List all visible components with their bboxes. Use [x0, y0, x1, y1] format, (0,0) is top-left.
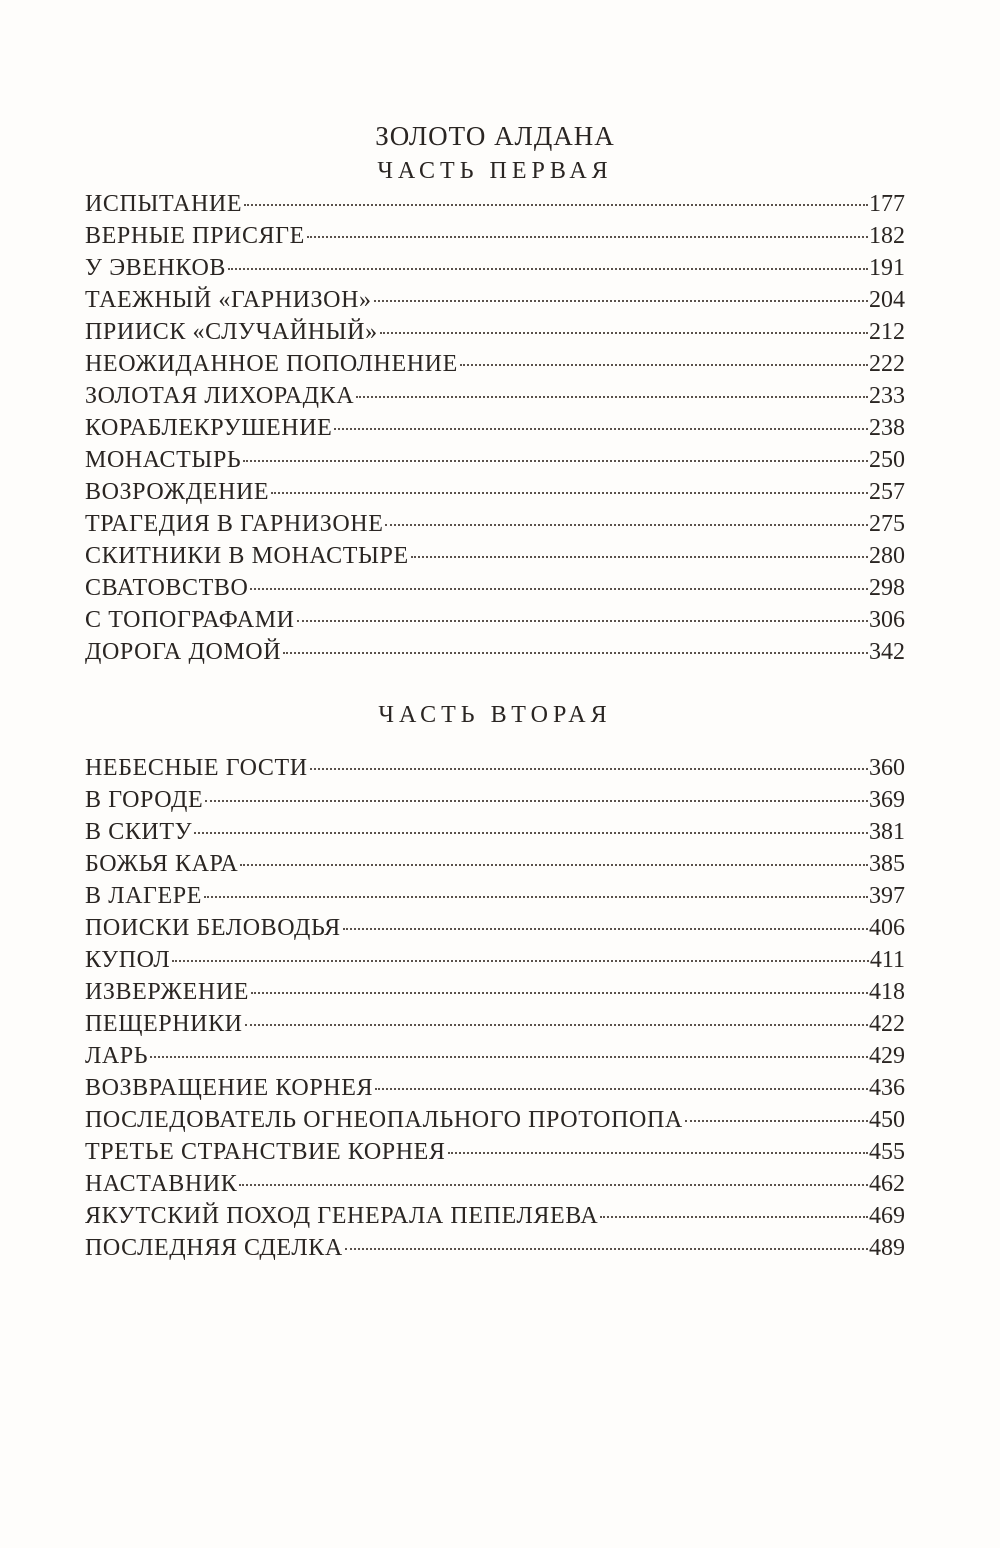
toc-entry-title: ПОИСКИ БЕЛОВОДЬЯ: [85, 915, 341, 941]
toc-entry[interactable]: [85, 412, 905, 444]
toc-entry-title: ВОЗВРАЩЕНИЕ КОРНЕЯ: [85, 1075, 374, 1101]
toc-entry[interactable]: [85, 572, 905, 604]
toc-entry[interactable]: [85, 1232, 905, 1264]
toc-entry-page-number: 469: [869, 1203, 905, 1229]
book-title: ЗОЛОТО АЛДАНА: [375, 121, 615, 151]
toc-entry-page-number: 177: [869, 191, 905, 217]
dot-leader: [245, 1024, 868, 1026]
toc-entry-title: ЯКУТСКИЙ ПОХОД ГЕНЕРАЛА ПЕПЕЛЯЕВА: [85, 1203, 599, 1229]
dot-leader: [228, 268, 868, 270]
toc-entry[interactable]: [85, 348, 905, 380]
toc-entry[interactable]: [85, 912, 905, 944]
dot-leader: [297, 620, 868, 622]
toc-entry-page-number: 450: [869, 1107, 905, 1133]
dot-leader: [343, 928, 868, 930]
toc-entry[interactable]: [85, 540, 905, 572]
toc-entry-page-number: 182: [869, 223, 905, 249]
toc-entry[interactable]: [85, 1104, 905, 1136]
toc-entry-title: КУПОЛ: [85, 947, 171, 973]
toc-entry-page-number: 360: [869, 755, 905, 781]
toc-entry-page-number: 436: [869, 1075, 905, 1101]
toc-entry-page-number: 418: [869, 979, 905, 1005]
toc-entry-page-number: 455: [869, 1139, 905, 1165]
toc-entry-title: ИЗВЕРЖЕНИЕ: [85, 979, 250, 1005]
toc-entry[interactable]: [85, 944, 905, 976]
toc-entry-title: СВАТОВСТВО: [85, 575, 249, 601]
toc-entry-title: ЗОЛОТАЯ ЛИХОРАДКА: [85, 383, 355, 409]
toc-entry[interactable]: [85, 880, 905, 912]
dot-leader: [448, 1152, 868, 1154]
toc-entry-title: ТАЕЖНЫЙ «ГАРНИЗОН»: [85, 287, 372, 313]
toc-entry[interactable]: [85, 1072, 905, 1104]
toc-entry[interactable]: [85, 1200, 905, 1232]
toc-entry[interactable]: [85, 476, 905, 508]
dot-leader: [345, 1248, 868, 1250]
dot-leader: [685, 1120, 868, 1122]
toc-entry-page-number: 238: [869, 415, 905, 441]
toc-entry[interactable]: [85, 188, 905, 220]
dot-leader: [411, 556, 868, 558]
toc-entry[interactable]: [85, 1040, 905, 1072]
toc-entry-title: ИСПЫТАНИЕ: [85, 191, 243, 217]
toc-entry-title: НЕОЖИДАННОЕ ПОПОЛНЕНИЕ: [85, 351, 458, 377]
toc-entry[interactable]: [85, 284, 905, 316]
toc-entry-page-number: 250: [869, 447, 905, 473]
toc-entry-title: В ЛАГЕРЕ: [85, 883, 202, 909]
toc-entry-title: БОЖЬЯ КАРА: [85, 851, 239, 877]
toc-entry-page-number: 342: [869, 639, 905, 665]
toc-entry-title: ТРАГЕДИЯ В ГАРНИЗОНЕ: [85, 511, 384, 537]
toc-entry-title: СКИТНИКИ В МОНАСТЫРЕ: [85, 543, 409, 569]
toc-entry[interactable]: [85, 604, 905, 636]
toc-entry-page-number: 385: [869, 851, 905, 877]
toc-entry-page-number: 222: [869, 351, 905, 377]
toc-entry[interactable]: [85, 252, 905, 284]
toc-entry-page-number: 462: [869, 1171, 905, 1197]
dot-leader: [250, 588, 868, 590]
toc-entry-page-number: 381: [869, 819, 905, 845]
toc-entry-title: ПРИИСК «СЛУЧАЙНЫЙ»: [85, 319, 378, 345]
dot-leader: [244, 204, 868, 206]
toc-entry-title: ПОСЛЕДНЯЯ СДЕЛКА: [85, 1235, 343, 1261]
dot-leader: [243, 460, 868, 462]
toc-entry[interactable]: [85, 636, 905, 668]
toc-entry[interactable]: [85, 316, 905, 348]
toc-entry-title: ТРЕТЬЕ СТРАНСТВИЕ КОРНЕЯ: [85, 1139, 446, 1165]
toc-entry[interactable]: [85, 784, 905, 816]
toc-entry-page-number: 489: [869, 1235, 905, 1261]
dot-leader: [334, 428, 868, 430]
toc-entry-page-number: 397: [869, 883, 905, 909]
toc-entry-title: У ЭВЕНКОВ: [85, 255, 226, 281]
toc-entry-page-number: 280: [869, 543, 905, 569]
toc-entry-title: МОНАСТЫРЬ: [85, 447, 242, 473]
dot-leader: [150, 1056, 868, 1058]
dot-leader: [385, 524, 868, 526]
toc-entry[interactable]: [85, 380, 905, 412]
toc-entry[interactable]: [85, 752, 905, 784]
table-of-contents: [85, 118, 905, 1264]
toc-entry[interactable]: [85, 816, 905, 848]
toc-entry[interactable]: [85, 848, 905, 880]
toc-entry-page-number: 422: [869, 1011, 905, 1037]
dot-leader: [205, 800, 868, 802]
dot-leader: [460, 364, 868, 366]
toc-entry-title: НЕБЕСНЫЕ ГОСТИ: [85, 755, 308, 781]
dot-leader: [310, 768, 868, 770]
toc-entry-title: ЛАРЬ: [85, 1043, 149, 1069]
part-one-title: ЧАСТЬ ПЕРВАЯ: [377, 158, 613, 184]
dot-leader: [307, 236, 868, 238]
dot-leader: [375, 1088, 868, 1090]
toc-entry[interactable]: [85, 976, 905, 1008]
dot-leader: [194, 832, 868, 834]
part-one-list: [85, 188, 905, 668]
dot-leader: [374, 300, 868, 302]
toc-entry[interactable]: [85, 444, 905, 476]
dot-leader: [239, 1184, 868, 1186]
toc-entry[interactable]: [85, 1008, 905, 1040]
toc-entry-page-number: 257: [869, 479, 905, 505]
dot-leader: [600, 1216, 868, 1218]
toc-entry[interactable]: [85, 220, 905, 252]
dot-leader: [356, 396, 868, 398]
toc-entry-title: ДОРОГА ДОМОЙ: [85, 639, 282, 665]
toc-entry-page-number: 306: [869, 607, 905, 633]
toc-entry-title: С ТОПОГРАФАМИ: [85, 607, 295, 633]
toc-entry-page-number: 191: [869, 255, 905, 281]
dot-leader: [380, 332, 868, 334]
toc-entry-title: ПОСЛЕДОВАТЕЛЬ ОГНЕОПАЛЬНОГО ПРОТОПОПА: [85, 1107, 683, 1133]
part-two-title: ЧАСТЬ ВТОРАЯ: [378, 702, 612, 728]
toc-entry-title: ВЕРНЫЕ ПРИСЯГЕ: [85, 223, 305, 249]
dot-leader: [204, 896, 868, 898]
toc-entry-page-number: 406: [869, 915, 905, 941]
toc-entry-title: КОРАБЛЕКРУШЕНИЕ: [85, 415, 333, 441]
toc-entry[interactable]: [85, 1136, 905, 1168]
toc-entry-page-number: 429: [869, 1043, 905, 1069]
toc-entry-page-number: 369: [869, 787, 905, 813]
dot-leader: [251, 992, 868, 994]
toc-entry-title: ВОЗРОЖДЕНИЕ: [85, 479, 270, 505]
toc-entry-page-number: 298: [869, 575, 905, 601]
toc-entry[interactable]: [85, 1168, 905, 1200]
toc-entry-title: ПЕЩЕРНИКИ: [85, 1011, 243, 1037]
toc-entry-page-number: 233: [869, 383, 905, 409]
toc-entry-page-number: 204: [869, 287, 905, 313]
toc-entry-title: В СКИТУ: [85, 819, 193, 845]
toc-entry-title: НАСТАВНИК: [85, 1171, 238, 1197]
toc-entry-page-number: 411: [869, 947, 905, 973]
dot-leader: [271, 492, 868, 494]
part-two-list: [85, 752, 905, 1264]
toc-entry-title: В ГОРОДЕ: [85, 787, 204, 813]
dot-leader: [283, 652, 868, 654]
dot-leader: [172, 960, 869, 962]
toc-entry-page-number: 275: [869, 511, 905, 537]
dot-leader: [240, 864, 868, 866]
toc-entry-page-number: 212: [869, 319, 905, 345]
toc-entry[interactable]: [85, 508, 905, 540]
